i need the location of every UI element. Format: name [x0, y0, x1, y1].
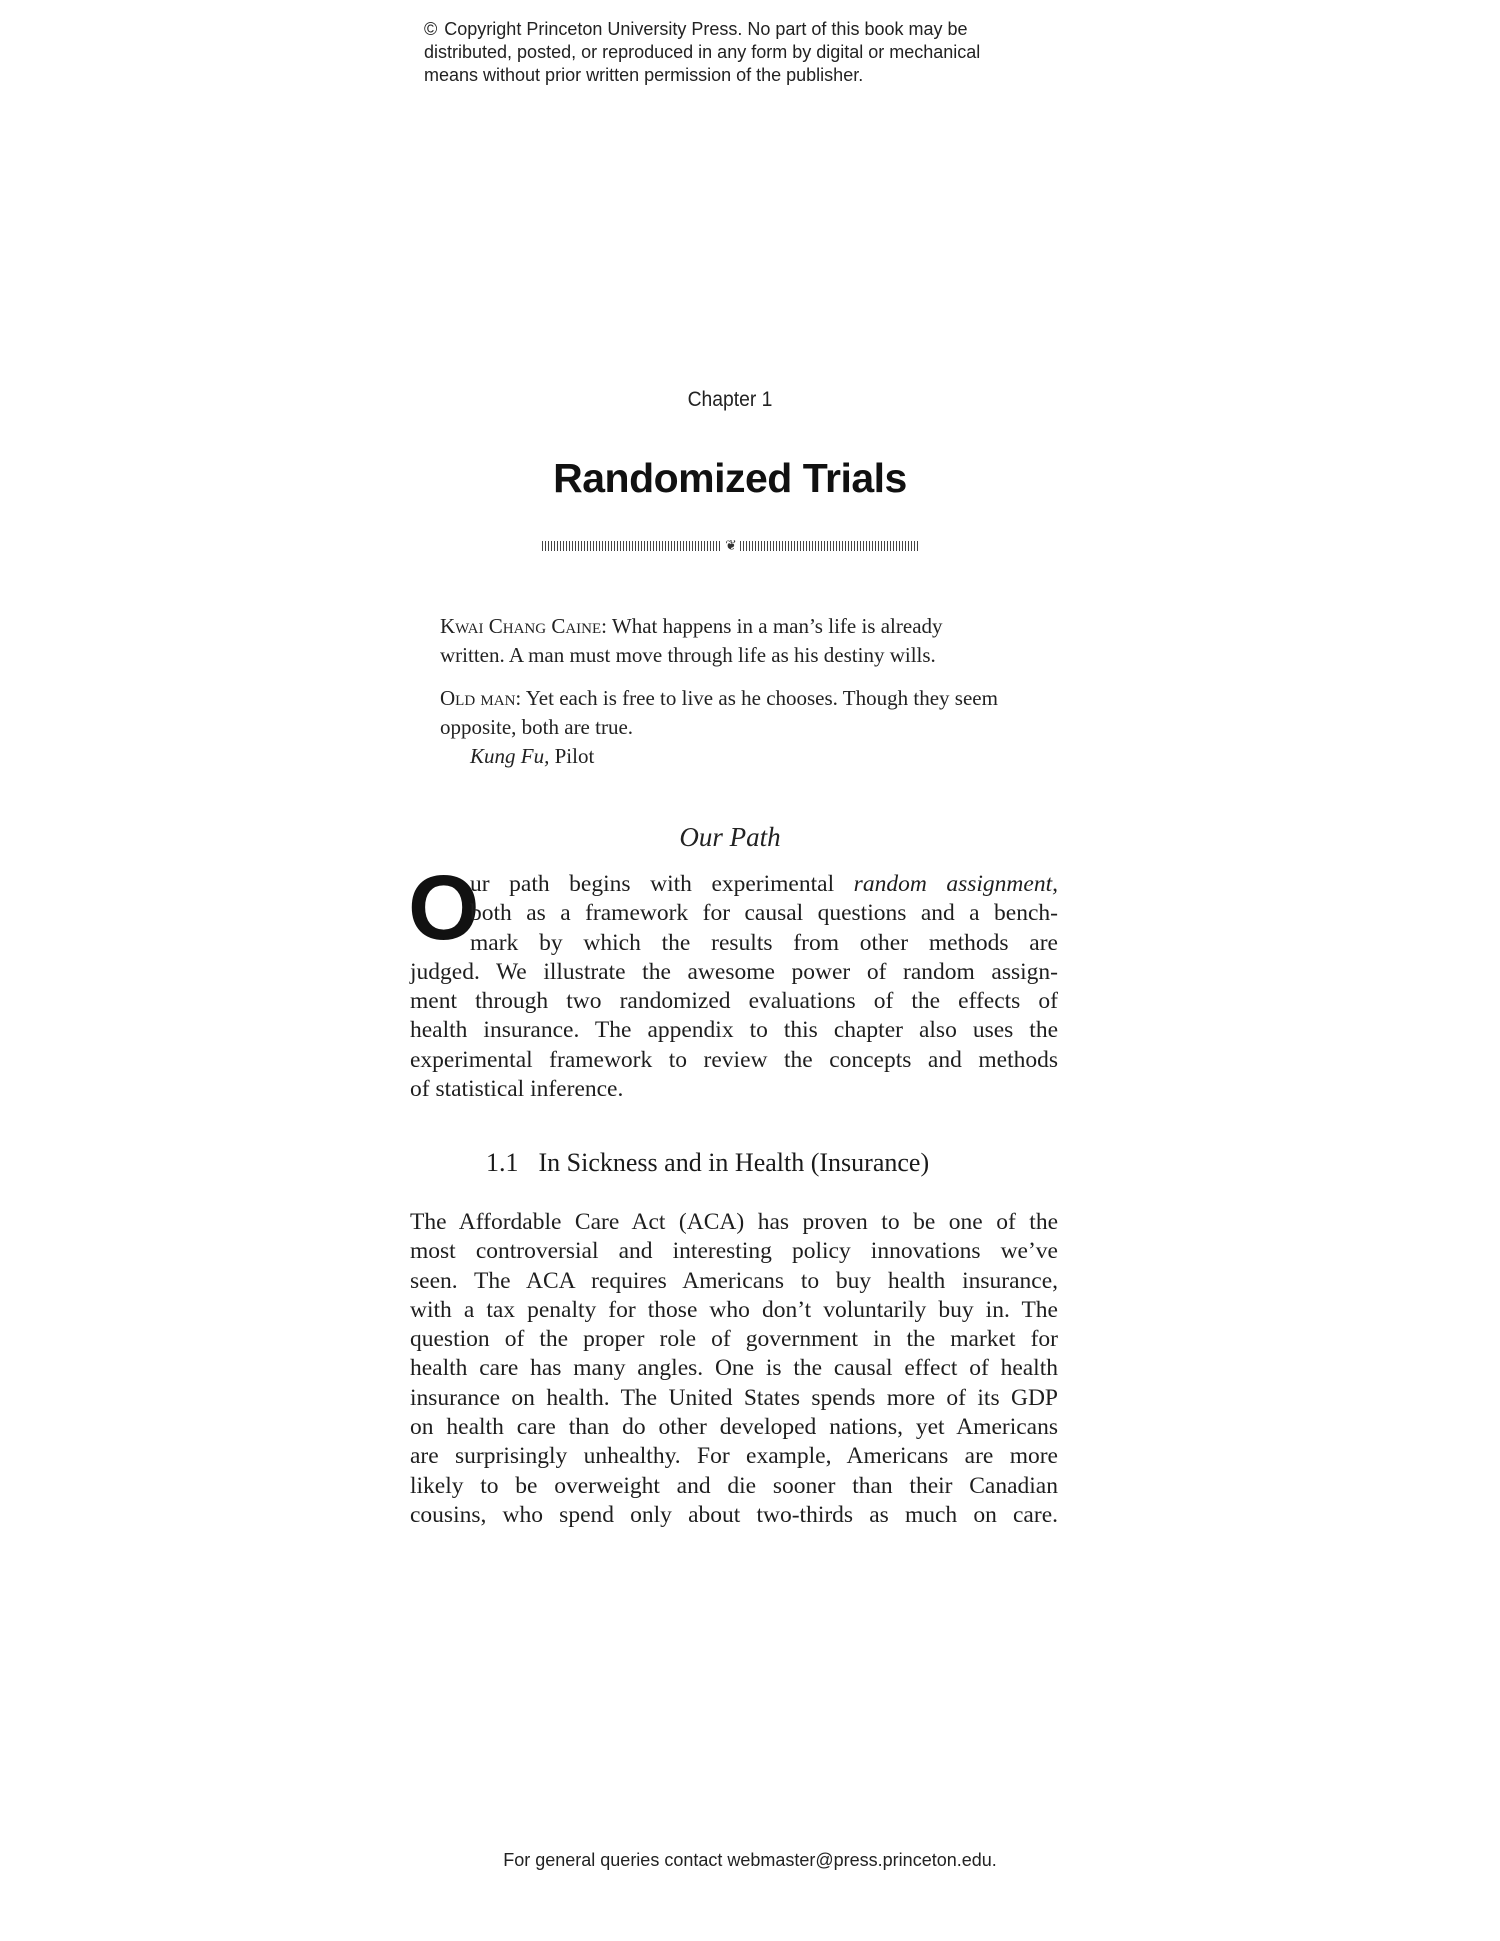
copyright-notice — [424, 18, 1064, 87]
epigraph-1-text-1: What happens in a man’s life is already — [611, 614, 943, 638]
copyright-line-2: distributed, posted, or reproduced in any form by digital or mechanical — [424, 42, 981, 62]
drop-cap: O — [408, 857, 480, 959]
aca-line-7: insurance on health. The United States spends more of its GDP — [410, 1384, 1058, 1411]
aca-line-10: likely to be overweight and die sooner than their Canadian — [410, 1472, 1058, 1499]
copyright-text-1: Copyright Princeton University Press. No part of this book may be — [444, 19, 968, 39]
copyright-symbol: © — [424, 19, 438, 39]
chapter-label: Chapter 1 — [687, 388, 773, 411]
subsection-title: In Sickness and in Health (Insurance) — [538, 1148, 930, 1177]
aca-line-11: cousins, who spend only about two-thirds as much on care. — [410, 1501, 1058, 1528]
ornament-rule-right — [740, 541, 920, 551]
intro-line-7: experimental framework to review the concepts and methods — [410, 1046, 1058, 1073]
intro-line-6: health insurance. The appendix to this chapter also uses the — [410, 1017, 1058, 1044]
epigraph-speaker-2: Old man: — [440, 686, 522, 710]
aca-line-1: The Affordable Care Act (ACA) has proven to be one of the — [410, 1209, 1058, 1235]
epigraph-1-line-2: written. A man must move through life as his destiny wills. — [440, 643, 936, 667]
aca-line-8: on health care than do other developed nations, yet Americans — [410, 1414, 1058, 1441]
epigraph-quote-1 — [440, 612, 1060, 670]
subsection-number: 1.1 — [486, 1148, 519, 1177]
aca-line-3: seen. The ACA requires Americans to buy health insurance, — [410, 1267, 1058, 1294]
aca-line-5: question of the proper role of government in the market for — [410, 1326, 1058, 1353]
intro-line-5: ment through two randomized evaluations of the effects of — [410, 988, 1058, 1015]
intro-line-3: mark by which the results from other methods are — [470, 929, 1058, 956]
epigraph-2-text-1: Yet each is free to live as he chooses. Though they seem — [525, 686, 998, 710]
epigraph-source-work: Kung Fu, — [470, 744, 550, 768]
aca-line-6: health care has many angles. One is the causal effect of health — [410, 1355, 1058, 1382]
ornament-rule-left — [542, 541, 722, 551]
intro-emphasis: random assignment, — [853, 871, 1058, 897]
epigraph-source-detail: Pilot — [554, 744, 595, 768]
aca-paragraph — [410, 1208, 1058, 1530]
aca-line-4: with a tax penalty for those who don’t voluntarily buy in. The — [410, 1296, 1058, 1323]
epigraph-2-line-1 — [440, 684, 1060, 713]
section-heading: Our Path — [679, 822, 781, 852]
intro-line-1 — [410, 870, 1058, 899]
epigraph-1-line-1 — [440, 612, 1060, 641]
copyright-line-3: means without prior written permission of the publisher. — [424, 65, 864, 85]
chapter-title: Randomized Trials — [553, 455, 907, 501]
intro-line-4: judged. We illustrate the awesome power of random assign- — [410, 958, 1058, 985]
intro-paragraph — [410, 870, 1058, 1104]
epigraph-source — [470, 742, 594, 771]
epigraph-quote-2 — [440, 684, 1060, 742]
ornament-center-icon: ❦ — [725, 538, 737, 554]
epigraph-speaker-1: Kwai Chang Caine: — [440, 614, 607, 638]
intro-line-1-text: ur path begins with experimental — [470, 871, 854, 897]
aca-line-2: most controversial and interesting policy innovations we’ve — [410, 1238, 1058, 1265]
intro-line-2: both as a framework for causal questions and a bench- — [470, 900, 1058, 927]
copyright-line-1 — [424, 18, 1064, 41]
chapter-ornament — [542, 538, 920, 554]
intro-line-8: of statistical inference. — [410, 1076, 624, 1103]
subsection-heading — [486, 1148, 929, 1178]
epigraph-2-line-2: opposite, both are true. — [440, 715, 634, 739]
aca-line-9: are surprisingly unhealthy. For example, Americans are more — [410, 1443, 1058, 1470]
footer-contact: For general queries contact webmaster@press.princeton.edu. — [503, 1850, 997, 1870]
